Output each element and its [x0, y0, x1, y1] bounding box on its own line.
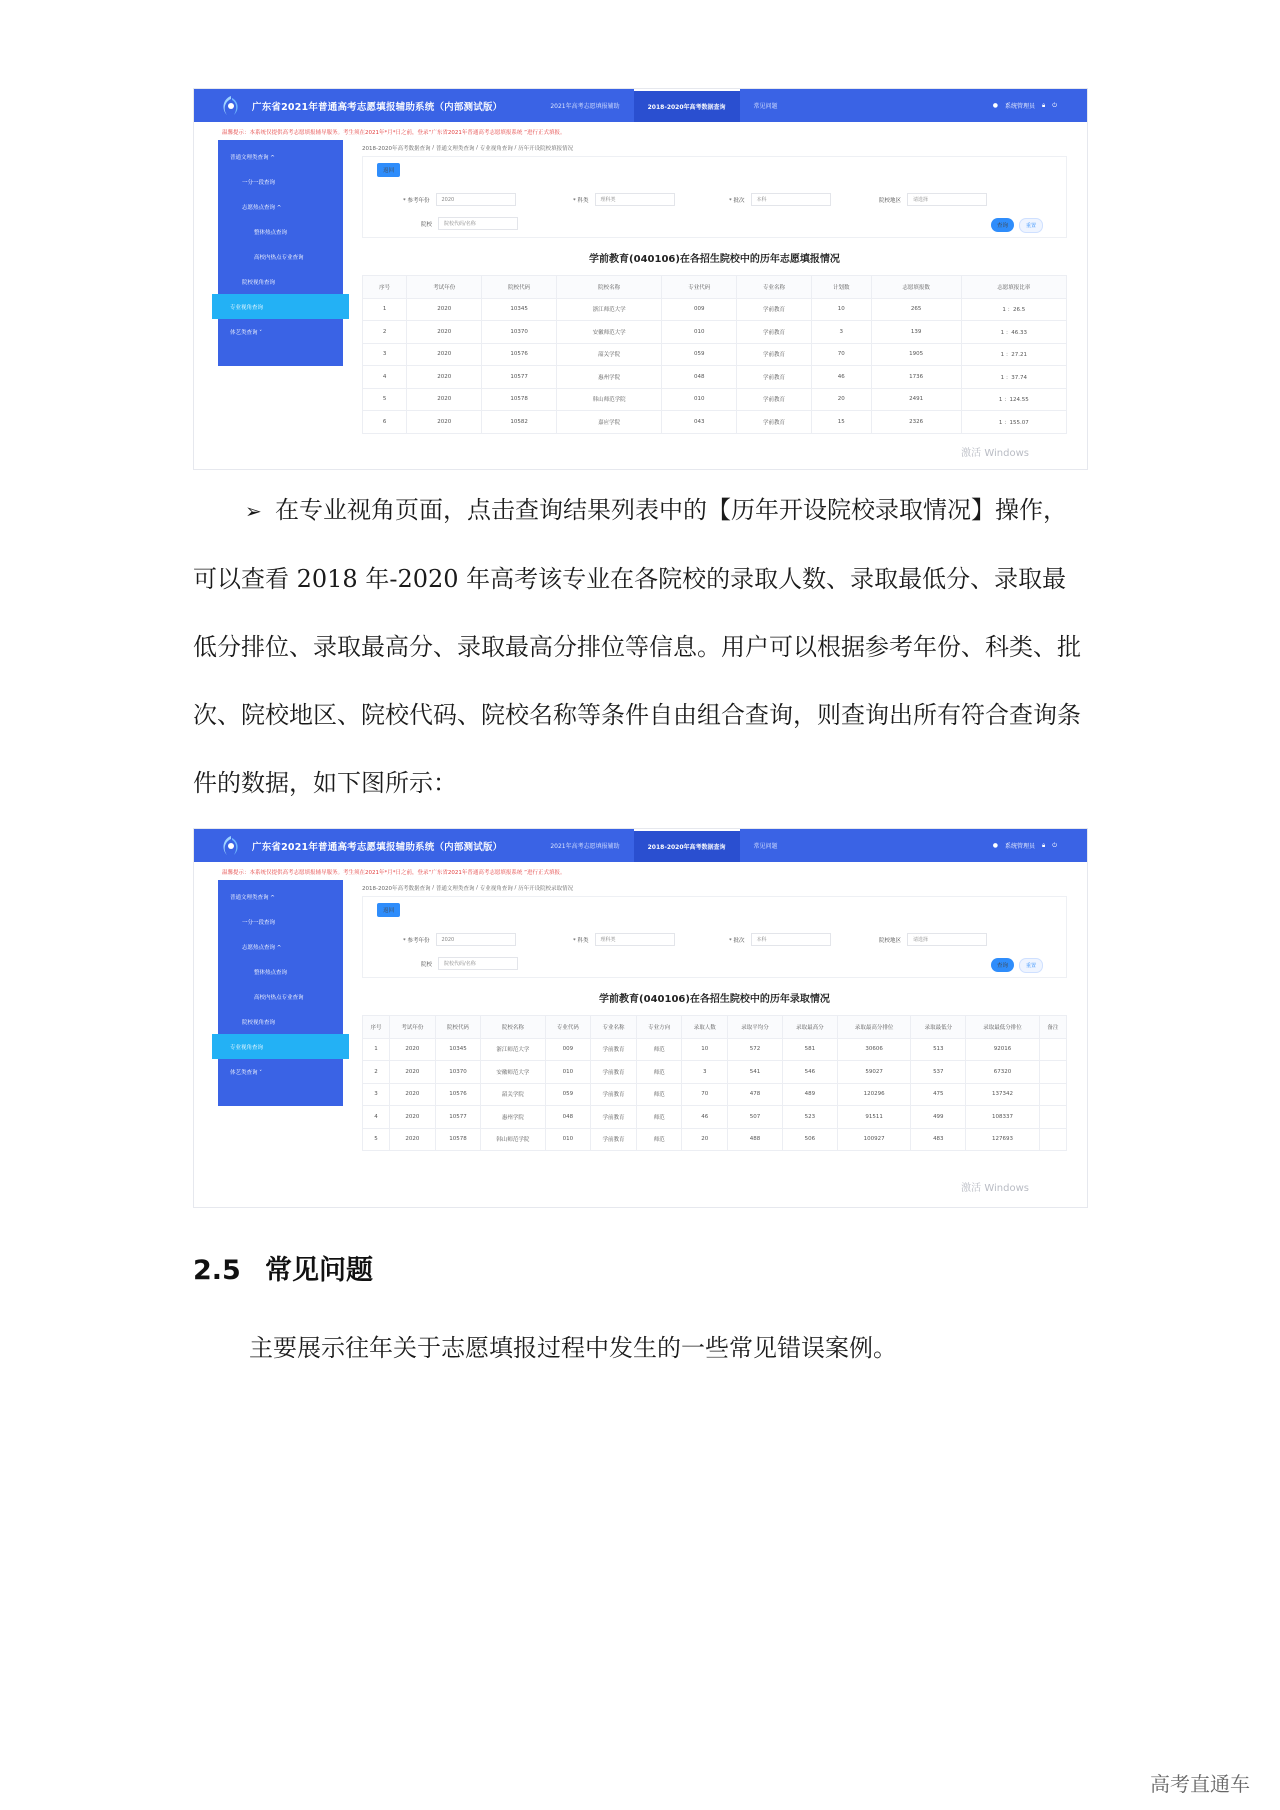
table-cell: 46	[811, 366, 871, 389]
table-cell: 3	[363, 343, 407, 366]
notice-text: 温馨提示：本系统仅提供高考志愿填报辅导服务。考生须在2021年*月*日之前，登录“广东省2021年普通高考志愿填报系统 ”进行正式填报。	[222, 870, 566, 876]
table-cell: 1736	[871, 366, 961, 389]
table-cell: 043	[662, 411, 737, 434]
region-select[interactable]: 请选择	[907, 193, 987, 206]
watermark-text: 激活 Windows	[961, 448, 1029, 459]
batch-select[interactable]: 本科	[751, 933, 831, 946]
table-row	[363, 1061, 1067, 1084]
table-cell: 4	[363, 366, 407, 389]
column-header: 录取最高分	[782, 1016, 837, 1039]
column-header: 录取最低分	[911, 1016, 966, 1039]
year-select[interactable]: 2020	[436, 193, 516, 206]
table-row	[363, 298, 1067, 321]
table-cell: 10578	[435, 1128, 481, 1151]
column-header: 专业代码	[662, 276, 737, 299]
table-cell: 1 ：27.21	[961, 343, 1066, 366]
table-cell: 师范	[636, 1038, 682, 1061]
table-cell	[1039, 1128, 1066, 1151]
table-cell: 2020	[390, 1128, 436, 1151]
reset-button[interactable]: 重置	[1019, 218, 1043, 233]
sidebar-item-general[interactable]: 普通文理类查询 ^	[230, 894, 275, 901]
school-label: 院校	[421, 961, 433, 968]
table-cell: 学前教育	[591, 1038, 637, 1061]
table-cell: 20	[811, 388, 871, 411]
table-cell: 137342	[966, 1083, 1040, 1106]
table-cell: 师范	[636, 1128, 682, 1151]
table-cell: 学前教育	[591, 1061, 637, 1084]
section-number: 2.5	[193, 1255, 241, 1286]
paragraph-text: 在专业视角页面，点击查询结果列表中的【历年开设院校录取情况】操作，可以查看 2018 年-2020 年高考该专业在各院校的录取人数、录取最低分、录取最低分排位、录取最高分、录取最高分排位等信息。用户可以根据参考年份、科类、批次、院校地区、院校代码、院校名称等条件自由组合查询，则查询出所有符合查询条件的数据，如下图所示：	[193, 496, 1081, 797]
notice-text: 温馨提示：本系统仅提供高考志愿填报辅导服务。考生须在2021年*月*日之前，登录“广东省2021年普通高考志愿填报系统 ”进行正式填报。	[222, 130, 566, 136]
table-cell: 523	[782, 1106, 837, 1129]
table-row	[363, 343, 1067, 366]
table-cell: 30606	[837, 1038, 911, 1061]
table-cell: 009	[662, 298, 737, 321]
table-cell: 127693	[966, 1128, 1040, 1151]
sidebar-item-general[interactable]: 普通文理类查询 ^	[230, 154, 275, 161]
sidebar-item-school-view[interactable]: 院校视角查询	[242, 279, 276, 286]
region-label: 院校地区	[879, 197, 902, 204]
table-cell: 师范	[636, 1106, 682, 1129]
column-header: 录取最低分排位	[966, 1016, 1040, 1039]
app-title: 广东省2021年普通高考志愿填报辅助系统（内部测试版）	[252, 101, 503, 113]
table-cell: 70	[682, 1083, 728, 1106]
table-cell: 10576	[482, 343, 557, 366]
top-bar	[194, 829, 1087, 862]
column-header: 院校代码	[482, 276, 557, 299]
table-cell: 265	[871, 298, 961, 321]
power-icon[interactable]: ⏻	[1052, 101, 1057, 109]
table-cell: 2020	[390, 1061, 436, 1084]
breadcrumb-item[interactable]: 普通文理类查询	[435, 146, 475, 152]
table-cell: 2020	[390, 1106, 436, 1129]
sidebar	[218, 140, 343, 366]
column-header: 计划数	[811, 276, 871, 299]
logo-icon	[218, 95, 244, 117]
table-cell	[1039, 1038, 1066, 1061]
table-cell: 010	[545, 1128, 591, 1151]
table-cell: 010	[662, 321, 737, 344]
table-cell: 1 ：155.07	[961, 411, 1066, 434]
table-cell: 嘉应学院	[557, 411, 662, 434]
table-cell: 46	[682, 1106, 728, 1129]
column-header: 录取最高分排位	[837, 1016, 911, 1039]
arrow-bullet-icon: ➢	[245, 499, 262, 523]
table-cell: 1 ：124.55	[961, 388, 1066, 411]
table-cell: 67320	[966, 1061, 1040, 1084]
breadcrumb-item[interactable]: 2018-2020年高考数据查询	[362, 886, 431, 892]
table-cell: 2	[363, 1061, 390, 1084]
batch-select[interactable]: 本科	[751, 193, 831, 206]
app-title: 广东省2021年普通高考志愿填报辅助系统（内部测试版）	[252, 841, 503, 853]
avatar-icon[interactable]: ●	[992, 842, 999, 849]
table-cell: 学前教育	[737, 366, 812, 389]
sidebar-item-overall-hotspot[interactable]: 整体热点查询	[254, 229, 288, 236]
sidebar-item-score-rank[interactable]: 一分一段查询	[242, 919, 276, 926]
batch-label: * 批次	[729, 197, 745, 204]
table-title: 学前教育(040106)在各招生院校中的历年志愿填报情况	[589, 254, 840, 265]
table-cell: 59027	[837, 1061, 911, 1084]
table-cell: 惠州学院	[481, 1106, 545, 1129]
table-cell: 048	[545, 1106, 591, 1129]
table-cell: 488	[728, 1128, 783, 1151]
table-cell: 15	[811, 411, 871, 434]
results-table	[362, 1015, 1067, 1151]
table-cell: 1 ：46.33	[961, 321, 1066, 344]
region-label: 院校地区	[879, 937, 902, 944]
table-cell: 048	[662, 366, 737, 389]
table-cell: 1 ：37.74	[961, 366, 1066, 389]
table-cell: 2	[363, 321, 407, 344]
logo-icon	[218, 835, 244, 857]
table-cell: 1	[363, 298, 407, 321]
table-cell: 3	[682, 1061, 728, 1084]
back-button[interactable]: 返回	[377, 163, 400, 177]
section-title: 常见问题	[265, 1255, 373, 1286]
table-cell: 059	[662, 343, 737, 366]
column-header: 录取人数	[682, 1016, 728, 1039]
breadcrumb-item[interactable]: 普通文理类查询	[435, 886, 475, 892]
table-row	[363, 1083, 1067, 1106]
table-cell: 10	[682, 1038, 728, 1061]
results-table	[362, 275, 1067, 434]
breadcrumb-item[interactable]: 2018-2020年高考数据查询	[362, 146, 431, 152]
table-cell: 韩山师范学院	[557, 388, 662, 411]
tab-faq[interactable]: 常见问题	[753, 103, 778, 110]
user-name[interactable]: 系统管理员	[1005, 103, 1036, 110]
table-cell: 10345	[435, 1038, 481, 1061]
table-cell: 541	[728, 1061, 783, 1084]
subject-select[interactable]: 理科类	[595, 933, 675, 946]
breadcrumb-item[interactable]: 专业视角查询	[479, 886, 513, 892]
table-cell: 91511	[837, 1106, 911, 1129]
table-cell	[1039, 1061, 1066, 1084]
table-cell: 学前教育	[737, 411, 812, 434]
table-cell: 浙江师范大学	[481, 1038, 545, 1061]
breadcrumb-item: 历年开设院校录取情况	[518, 886, 574, 892]
column-header: 序号	[363, 1016, 390, 1039]
column-header: 志愿填报数	[871, 276, 961, 299]
subject-label: * 科类	[573, 937, 589, 944]
table-cell: 学前教育	[737, 298, 812, 321]
column-header: 考试年份	[390, 1016, 436, 1039]
table-cell: 学前教育	[591, 1128, 637, 1151]
table-cell: 1905	[871, 343, 961, 366]
table-cell: 483	[911, 1128, 966, 1151]
table-cell: 92016	[966, 1038, 1040, 1061]
column-header: 志愿填报比率	[961, 276, 1066, 299]
column-header: 备注	[1039, 1016, 1066, 1039]
year-label: * 参考年份	[403, 197, 430, 204]
column-header: 专业代码	[545, 1016, 591, 1039]
sidebar-item-major-view[interactable]: 专业视角查询	[212, 294, 349, 319]
table-row	[363, 321, 1067, 344]
breadcrumb-item: 历年开设院校填报情况	[518, 146, 574, 152]
table-cell: 学前教育	[737, 321, 812, 344]
table-cell: 139	[871, 321, 961, 344]
year-select[interactable]: 2020	[436, 933, 516, 946]
watermark-text: 激活 Windows	[961, 1183, 1029, 1194]
table-cell: 安徽师范大学	[481, 1061, 545, 1084]
table-row	[363, 411, 1067, 434]
table-cell: 120296	[837, 1083, 911, 1106]
table-cell: 10370	[482, 321, 557, 344]
search-button[interactable]: 查询	[991, 218, 1014, 232]
table-cell: 2020	[407, 321, 482, 344]
table-cell: 507	[728, 1106, 783, 1129]
table-cell: 2020	[390, 1038, 436, 1061]
batch-label: * 批次	[729, 937, 745, 944]
table-cell: 学前教育	[737, 343, 812, 366]
table-cell: 537	[911, 1061, 966, 1084]
reset-button[interactable]: 重置	[1019, 958, 1043, 973]
column-header: 院校代码	[435, 1016, 481, 1039]
breadcrumb-item[interactable]: 专业视角查询	[479, 146, 513, 152]
sidebar-item-overall-hotspot[interactable]: 整体热点查询	[254, 969, 288, 976]
table-row	[363, 1038, 1067, 1061]
body-paragraph	[193, 476, 1088, 817]
lock-icon[interactable]: 🔒︎	[1042, 101, 1046, 109]
school-label: 院校	[421, 221, 433, 228]
table-cell: 2020	[407, 298, 482, 321]
table-cell: 10578	[482, 388, 557, 411]
subject-label: * 科类	[573, 197, 589, 204]
table-cell: 1	[363, 1038, 390, 1061]
table-cell: 478	[728, 1083, 783, 1106]
table-cell: 师范	[636, 1083, 682, 1106]
column-header: 院校名称	[481, 1016, 545, 1039]
table-cell: 惠州学院	[557, 366, 662, 389]
column-header: 专业方向	[636, 1016, 682, 1039]
table-cell: 10370	[435, 1061, 481, 1084]
screenshot-volunteer-report	[193, 88, 1088, 470]
table-cell: 2020	[390, 1083, 436, 1106]
query-form	[362, 156, 1067, 238]
column-header: 院校名称	[557, 276, 662, 299]
table-cell: 546	[782, 1061, 837, 1084]
table-cell: 1 ：26.5	[961, 298, 1066, 321]
tab-assist[interactable]: 2021年高考志愿填报辅助	[550, 843, 620, 850]
table-cell: 浙江师范大学	[557, 298, 662, 321]
table-cell: 10	[811, 298, 871, 321]
column-header: 录取平均分	[728, 1016, 783, 1039]
table-cell: 5	[363, 1128, 390, 1151]
table-cell: 009	[545, 1038, 591, 1061]
table-cell: 安徽师范大学	[557, 321, 662, 344]
sidebar-item-major-view[interactable]: 专业视角查询	[212, 1034, 349, 1059]
table-title: 学前教育(040106)在各招生院校中的历年录取情况	[599, 994, 830, 1005]
sidebar-item-major-hotspot[interactable]: 高校内热点专业查询	[254, 254, 304, 261]
table-cell: 581	[782, 1038, 837, 1061]
table-cell: 10577	[435, 1106, 481, 1129]
top-bar	[194, 89, 1087, 122]
table-cell: 108337	[966, 1106, 1040, 1129]
table-row	[363, 1106, 1067, 1129]
table-cell: 学前教育	[591, 1083, 637, 1106]
sidebar-item-arts-sports[interactable]: 体艺类查询 ˅	[230, 1069, 262, 1076]
table-cell: 2020	[407, 343, 482, 366]
table-cell	[1039, 1083, 1066, 1106]
sidebar-item-major-hotspot[interactable]: 高校内热点专业查询	[254, 994, 304, 1001]
year-label: * 参考年份	[403, 937, 430, 944]
region-select[interactable]: 请选择	[907, 933, 987, 946]
tab-data-query[interactable]: 2018-2020年高考数据查询	[634, 829, 740, 862]
table-cell: 513	[911, 1038, 966, 1061]
school-input[interactable]: 院校代码/名称	[438, 217, 518, 230]
sidebar	[218, 880, 343, 1106]
table-cell: 3	[811, 321, 871, 344]
school-input[interactable]: 院校代码/名称	[438, 957, 518, 970]
table-cell: 2020	[407, 388, 482, 411]
sidebar-item-score-rank[interactable]: 一分一段查询	[242, 179, 276, 186]
table-cell: 2020	[407, 411, 482, 434]
user-name[interactable]: 系统管理员	[1005, 843, 1036, 850]
table-cell: 499	[911, 1106, 966, 1129]
table-cell: 6	[363, 411, 407, 434]
table-cell: 489	[782, 1083, 837, 1106]
table-cell: 10582	[482, 411, 557, 434]
column-header: 专业名称	[737, 276, 812, 299]
table-cell: 475	[911, 1083, 966, 1106]
table-cell: 010	[662, 388, 737, 411]
table-cell: 韩山师范学院	[481, 1128, 545, 1151]
table-cell: 韶关学院	[481, 1083, 545, 1106]
table-cell: 韶关学院	[557, 343, 662, 366]
table-row	[363, 1128, 1067, 1151]
table-cell: 学前教育	[591, 1106, 637, 1129]
tab-faq[interactable]: 常见问题	[753, 843, 778, 850]
sidebar-item-hotspot[interactable]: 志愿热点查询 ^	[242, 944, 282, 951]
screenshot-admission	[193, 828, 1088, 1208]
table-cell: 4	[363, 1106, 390, 1129]
table-cell: 2020	[407, 366, 482, 389]
table-cell: 5	[363, 388, 407, 411]
avatar-icon[interactable]: ●	[992, 102, 999, 109]
sidebar-item-arts-sports[interactable]: 体艺类查询 ˅	[230, 329, 262, 336]
back-button[interactable]: 返回	[377, 903, 400, 917]
breadcrumb: 2018-2020年高考数据查询 / 普通文理类查询 / 专业视角查询 / 历年开设院校填报情况	[362, 145, 574, 152]
query-form	[362, 896, 1067, 978]
table-row	[363, 388, 1067, 411]
column-header: 专业名称	[591, 1016, 637, 1039]
column-header: 序号	[363, 276, 407, 299]
table-row	[363, 366, 1067, 389]
table-cell: 059	[545, 1083, 591, 1106]
subject-select[interactable]: 理科类	[595, 193, 675, 206]
column-header: 考试年份	[407, 276, 482, 299]
sidebar-item-school-view[interactable]: 院校视角查询	[242, 1019, 276, 1026]
table-cell: 2491	[871, 388, 961, 411]
table-cell: 572	[728, 1038, 783, 1061]
table-cell: 10345	[482, 298, 557, 321]
table-cell: 10576	[435, 1083, 481, 1106]
table-cell: 3	[363, 1083, 390, 1106]
sidebar-item-hotspot[interactable]: 志愿热点查询 ^	[242, 204, 282, 211]
tab-data-query[interactable]: 2018-2020年高考数据查询	[634, 89, 740, 122]
table-cell: 2326	[871, 411, 961, 434]
table-cell: 师范	[636, 1061, 682, 1084]
search-button[interactable]: 查询	[991, 958, 1014, 972]
lock-icon[interactable]: 🔒︎	[1042, 841, 1046, 849]
table-cell: 010	[545, 1061, 591, 1084]
section-heading	[193, 1248, 373, 1287]
table-cell: 70	[811, 343, 871, 366]
section-paragraph: 主要展示往年关于志愿填报过程中发生的一些常见错误案例。	[249, 1334, 897, 1362]
power-icon[interactable]: ⏻	[1052, 841, 1057, 849]
breadcrumb: 2018-2020年高考数据查询 / 普通文理类查询 / 专业视角查询 / 历年开设院校录取情况	[362, 885, 574, 892]
table-cell: 20	[682, 1128, 728, 1151]
footer-brand: 高考直通车	[1150, 1772, 1250, 1796]
table-cell	[1039, 1106, 1066, 1129]
table-cell: 10577	[482, 366, 557, 389]
table-cell: 100927	[837, 1128, 911, 1151]
table-cell: 506	[782, 1128, 837, 1151]
tab-assist[interactable]: 2021年高考志愿填报辅助	[550, 103, 620, 110]
table-cell: 学前教育	[737, 388, 812, 411]
